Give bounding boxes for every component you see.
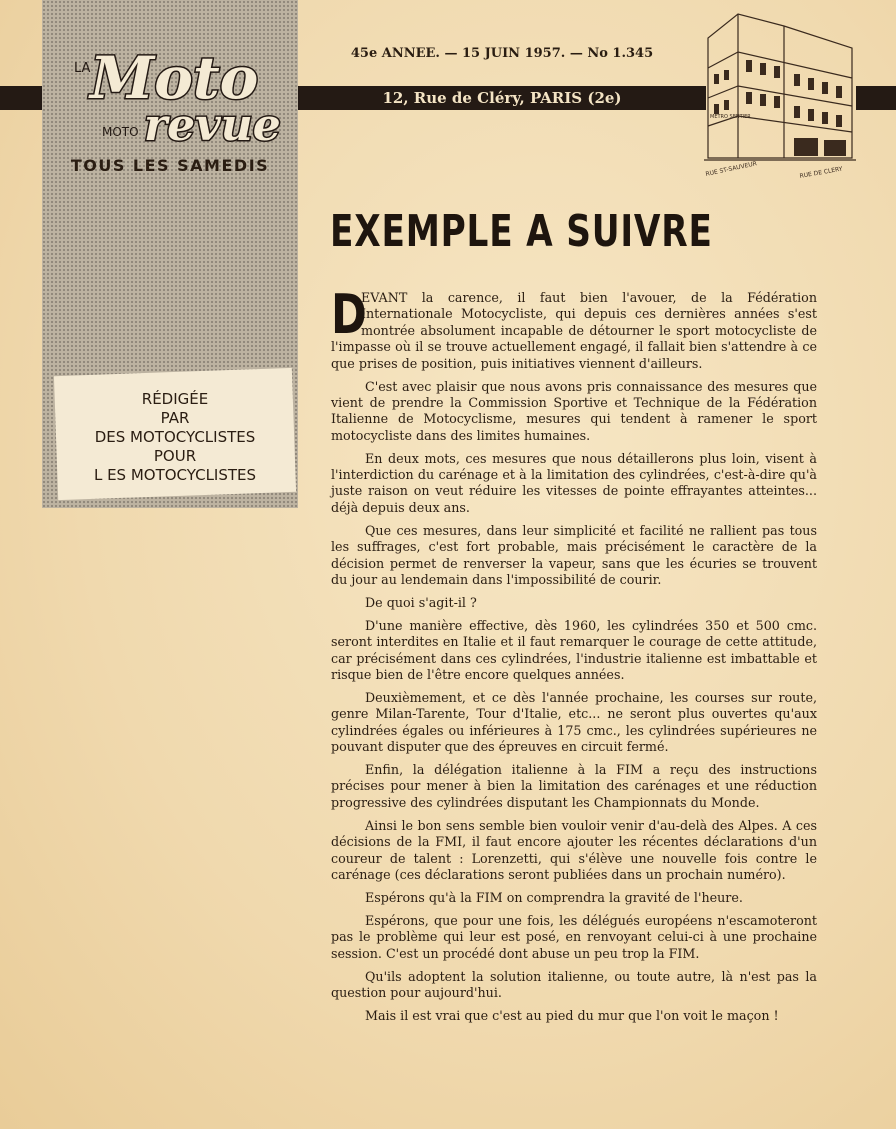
masthead-panel [42, 0, 298, 508]
article-paragraph [331, 283, 817, 372]
article-paragraph: De quoi s'agit-il ? [365, 594, 477, 610]
redigee-line: POUR [153, 447, 197, 465]
redigee-line: PAR [160, 409, 190, 427]
article-paragraph: Ainsi le bon sens semble bien vouloir venir d'au-delà des Alpes. A ces décisions de la FMI, il faut encore ajouter les récentes déclarations d'un coureur de talent : Lorenzetti, qui s'élève une nouvelle fois contre le carénage (ces déclarations seront publiées dans un prochain numéro). [331, 817, 817, 882]
svg-text:revue: revue [144, 100, 281, 150]
article-paragraph: Enfin, la délégation italienne à la FIM a reçu des instructions précises pour mener à bien la limitation des carénages et une réduction progressive des cylindrées disputant les Championnats du Monde. [331, 762, 817, 810]
header-band-left [0, 86, 42, 110]
article-body [331, 283, 817, 1031]
header-band-right [856, 86, 896, 110]
article-paragraph: En deux mots, ces mesures que nous détaillerons plus loin, visent à l'interdiction du carénage et à la limitation des cylindrées, c'est-à-dire qu'à juste raison on veut réduire les vitesses de pointe effrayantes atteintes... déjà depuis deux ans. [331, 450, 817, 515]
article-headline: EXEMPLE A SUIVRE [330, 206, 713, 257]
svg-text:RUE ST-SAUVEUR: RUE ST-SAUVEUR [704, 160, 758, 178]
building-illustration [704, 8, 856, 188]
article-paragraph: Espérons qu'à la FIM on comprendra la gravité de l'heure. [365, 889, 743, 905]
article-paragraph: D'une manière effective, dès 1960, les cylindrées 350 et 500 cmc. seront interdites en Italie et il faut remarquer le courage de cette attitude, car précisément dans ces cylindrées, l'industrie italienne est imbattable et risque bien de l'être encore quelques années. [331, 617, 817, 683]
moto-revue-logo [54, 40, 294, 150]
svg-text:Moto: Moto [90, 44, 259, 112]
svg-text:MOTO: MOTO [102, 125, 139, 139]
tagline: TOUS LES SAMEDIS [70, 156, 270, 175]
redigee-line: RÉDIGÉE [141, 390, 209, 408]
svg-text:RUE DE CLERY: RUE DE CLERY [799, 165, 844, 180]
article-paragraph: C'est avec plaisir que nous avons pris connaissance des mesures que vient de prendre la Commission Sportive et Technique de la Fédération Italienne de Motocyclisme, mesures qui tendent à ramener le sport motocycliste dans des limites humaines. [331, 378, 817, 443]
article-paragraph: Espérons, que pour une fois, les délégués européens n'escamoteront pas le problème qui leur est posé, en renvoyant celui-ci à une prochaine session. C'est un procédé dont abuse un peu trop la FIM. [331, 912, 817, 961]
svg-text:METRO SENTIER: METRO SENTIER [710, 114, 751, 120]
address-line: 12, Rue de Cléry, PARIS (2e) [382, 89, 622, 107]
first-paragraph-text: EVANT la carence, il faut bien l'avouer, de la Fédération Internationale Motocycliste, qui depuis ces dernières années s'est montrée absolument incapable de détourner le sport motocycliste de l'impasse où il se trouve actuellement engagé, il fallait bien s'attendre à ce que prises de position, puis initiatives viennent d'ailleurs. [331, 290, 817, 371]
article-paragraph: Que ces mesures, dans leur simplicité et facilité ne rallient pas tous les suffrages, c'est fort probable, mais précisément le caractère de la décision permet de renverser la vapeur, sans que les écuries se trouvent du jour au lendemain dans l'impossibilité de courir. [331, 522, 817, 587]
redigee-line: DES MOTOCYCLISTES [94, 428, 256, 446]
redigee-line: L ES MOTOCYCLISTES [93, 466, 257, 484]
article-paragraph: Deuxièmement, et ce dès l'année prochaine, les courses sur route, genre Milan-Tarente, Tour d'Italie, etc... ne seront plus ouvertes qu'aux cylindrées égales ou inférieures à 175 cmc., les cylindrées supérieures ne pouvant disputer que des épreuves en circuit fermé. [331, 689, 817, 755]
redigee-block [56, 390, 294, 485]
issue-line: 45e ANNEE. — 15 JUIN 1957. — No 1.345 [350, 46, 654, 61]
article-paragraph: Mais il est vrai que c'est au pied du mur que l'on voit le maçon ! [365, 1007, 779, 1023]
article-paragraph: Qu'ils adoptent la solution italienne, ou toute autre, là n'est pas la question pour aujourd'hui. [331, 968, 817, 1000]
drop-cap: D [331, 283, 367, 346]
svg-text:LA: LA [74, 61, 91, 76]
